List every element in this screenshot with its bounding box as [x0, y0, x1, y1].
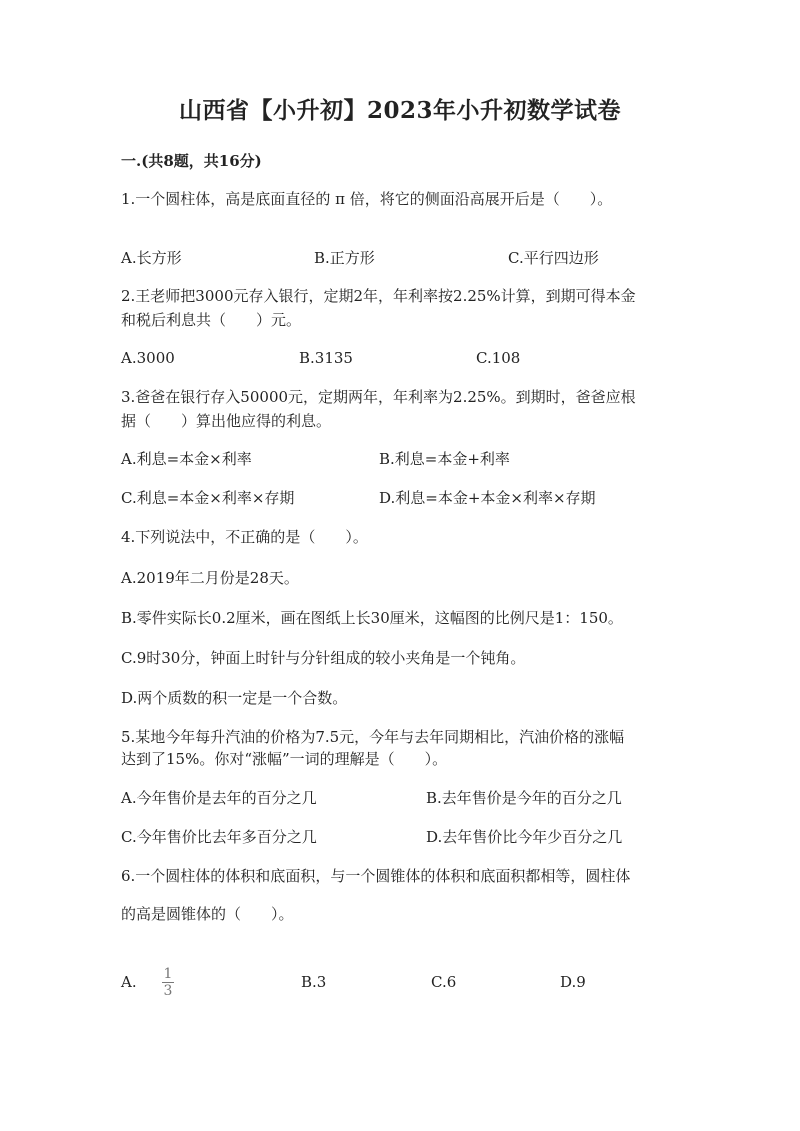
question-4-option-a[interactable]: A.2019年二月份是28天。 — [121, 569, 299, 587]
question-4-stem: 4.下列说法中，不正确的是（ ）。 — [121, 528, 368, 546]
question-1-option-b[interactable]: B.正方形 — [314, 249, 375, 267]
question-6-option-c[interactable]: C.6 — [431, 973, 457, 991]
fraction-denominator: 3 — [163, 983, 173, 999]
section-heading: 一.(共8题，共16分) — [121, 152, 262, 170]
question-5-stem-line-2: 达到了15%。你对“涨幅”一词的理解是（ ）。 — [121, 750, 448, 768]
question-2-option-b[interactable]: B.3135 — [299, 349, 353, 367]
question-2-option-a[interactable]: A.3000 — [121, 349, 175, 367]
fraction-numerator: 1 — [163, 966, 173, 982]
question-1-option-c[interactable]: C.平行四边形 — [508, 249, 599, 267]
question-1-stem: 1.一个圆柱体，高是底面直径的 π 倍，将它的侧面沿高展开后是（ ）。 — [121, 190, 613, 208]
question-4-option-d[interactable]: D.两个质数的积一定是一个合数。 — [121, 689, 348, 707]
question-5-option-a[interactable]: A.今年售价是去年的百分之几 — [121, 789, 317, 807]
question-5-option-c[interactable]: C.今年售价比去年多百分之几 — [121, 828, 317, 846]
question-2-stem-line-1: 2.王老师把3000元存入银行，定期2年，年利率按2.25%计算，到期可得本金 — [121, 287, 636, 305]
question-5-option-b[interactable]: B.去年售价是今年的百分之几 — [426, 789, 622, 807]
question-6-option-a[interactable]: A. — [121, 973, 137, 991]
question-3-option-d[interactable]: D.利息=本金+本金×利率×存期 — [379, 489, 596, 507]
question-6-option-d[interactable]: D.9 — [560, 973, 586, 991]
question-6-stem-line-1: 6.一个圆柱体的体积和底面积，与一个圆锥体的体积和底面积都相等，圆柱体 — [121, 867, 631, 885]
page-title: 山西省【小升初】2023年小升初数学试卷 — [178, 97, 621, 124]
question-1-option-a[interactable]: A.长方形 — [121, 249, 182, 267]
question-5-stem-line-1: 5.某地今年每升汽油的价格为7.5元，今年与去年同期相比，汽油价格的涨幅 — [121, 728, 625, 746]
question-6-option-b[interactable]: B.3 — [301, 973, 327, 991]
question-2-stem-line-2: 和税后利息共（ ）元。 — [121, 311, 302, 329]
question-5-option-d[interactable]: D.去年售价比今年少百分之几 — [426, 828, 623, 846]
question-4-option-b[interactable]: B.零件实际长0.2厘米，画在图纸上长30厘米，这幅图的比例尺是1：150。 — [121, 609, 623, 627]
question-6-option-a-fraction — [159, 967, 177, 998]
question-3-option-b[interactable]: B.利息=本金+利率 — [379, 450, 510, 468]
question-3-stem-line-1: 3.爸爸在银行存入50000元，定期两年，年利率为2.25%。到期时，爸爸应根 — [121, 388, 636, 406]
question-6-stem-line-2: 的高是圆锥体的（ ）。 — [121, 905, 294, 923]
question-3-option-c[interactable]: C.利息=本金×利率×存期 — [121, 489, 295, 507]
question-3-stem-line-2: 据（ ）算出他应得的利息。 — [121, 412, 332, 430]
question-3-option-a[interactable]: A.利息=本金×利率 — [121, 450, 252, 468]
question-2-option-c[interactable]: C.108 — [476, 349, 521, 367]
question-4-option-c[interactable]: C.9时30分，钟面上时针与分针组成的较小夹角是一个钝角。 — [121, 649, 526, 667]
